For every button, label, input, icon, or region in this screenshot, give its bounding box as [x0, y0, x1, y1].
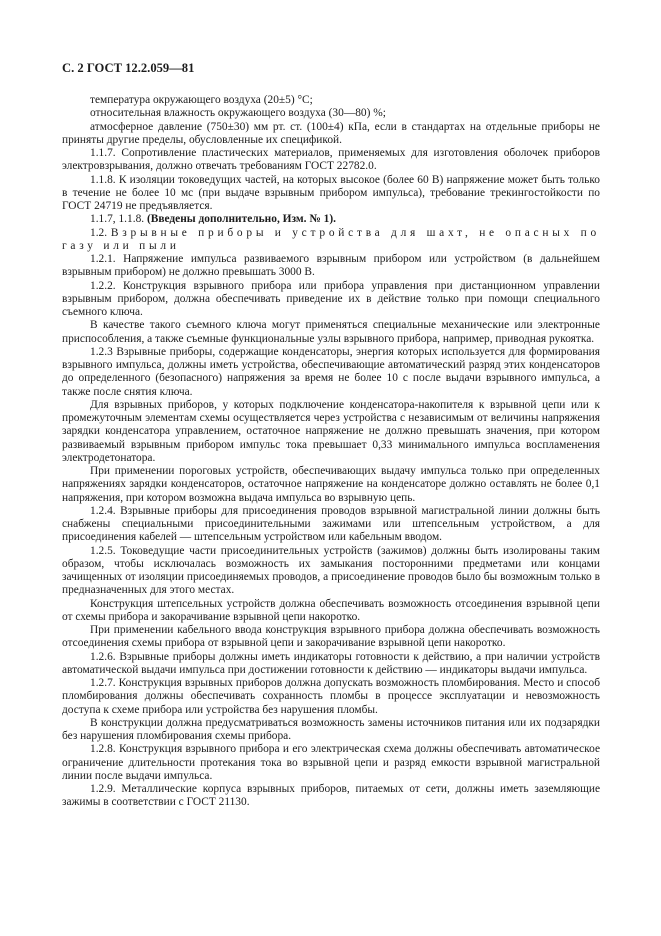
condition-temperature: температура окружающего воздуха (20±5) °С;	[90, 94, 313, 106]
section-title: Взрывные приборы и устройства для шахт, не опасных по газу или пыли	[62, 226, 600, 252]
clause-1-2-2-key-note: В качестве такого съемного ключа могут применяться специальные механические или электронные приспособления, а также съемные функциональные узлы взрывного прибора, например, приводная рукоятка.	[62, 319, 600, 345]
condition-humidity: относительная влажность окружающего воздуха (30—80) %;	[90, 107, 386, 120]
section-heading-1-2	[62, 227, 600, 254]
amendment-note	[62, 213, 600, 226]
clause-1-2-5-plug-devices: Конструкция штепсельных устройств должна обеспечивать возможность отсоединения взрывной цепи от схемы прибора и закорачивание взрывной цепи накоротко.	[62, 597, 600, 623]
document-body	[62, 94, 600, 810]
clause-1-2-7-power-replacement: В конструкции должна предусматриваться возможность замены источников питания или их подзарядки без нарушения пломбирования схемы прибора.	[62, 716, 600, 742]
clause-1-1-7: 1.1.7. Сопротивление пластических материалов, применяемых для изготовления оболочек приборов электровзрывания, должно отвечать требованиям ГОСТ 22782.0.	[62, 147, 600, 173]
clause-1-2-5: 1.2.5. Токоведущие части присоединительных устройств (зажимов) должны быть изолированы таким образом, чтобы исключалась возможность их замыкания посторонними предметами или концами зачищенных от изоляции присоединяемых проводов, а присоединение проводов было бы возможным только в предназначенных для этого местах.	[62, 544, 600, 597]
section-number: 1.2.	[90, 226, 108, 239]
page-header: С. 2 ГОСТ 12.2.059—81	[62, 61, 195, 75]
clause-1-2-7: 1.2.7. Конструкция взрывных приборов должна допускать возможность пломбирования. Место и способ пломбирования должны обеспечивать сохранность пломбы в процессе эксплуатации и невозможность доступа к схеме прибора или устройства без нарушения пломбы.	[62, 677, 600, 716]
clause-1-2-5-cable-entry: При применении кабельного ввода конструкция взрывного прибора должна обеспечивать возможность отсоединения схемы прибора от взрывной цепи и закорачивание взрывной цепи накоротко.	[62, 624, 600, 650]
clause-1-1-8: 1.1.8. К изоляции токоведущих частей, на которых высокое (более 60 В) напряжение может быть только в течение не более 10 мс (при выдаче взрывным прибором импульса), требование трекингостойкости по ГОСТ 24719 не предъявляется.	[62, 173, 600, 212]
condition-pressure: атмосферное давление (750±30) мм рт. ст. (100±4) кПа, если в стандартах на отдельные приборы не приняты другие пределы, обусловленные их спецификой.	[62, 120, 600, 146]
clause-1-2-6: 1.2.6. Взрывные приборы должны иметь индикаторы готовности к действию, а при наличии устройств автоматической выдачи импульса при достижении готовности к действию — индикаторы выдачи импульса.	[62, 650, 600, 676]
clause-1-2-1: 1.2.1. Напряжение импульса развиваемого взрывным прибором или устройством (в дальнейшем взрывным прибором) не должно превышать 3000 В.	[62, 253, 600, 279]
clause-1-2-3: 1.2.3 Взрывные приборы, содержащие конденсаторы, энергия которых используется для формирования взрывного импульса, должны иметь устройства, обеспечивающие автоматический разряд этих конденсаторов до определенного (безопасного) напряжения за время не более 10 с после выдачи взрывного импульса, а также после снятия ключа.	[62, 345, 600, 398]
clause-1-2-4: 1.2.4. Взрывные приборы для присоединения проводов взрывной магистральной линии должны быть снабжены специальными присоединительными зажимами или штепсельным устройством, а для присоединения кабелей — штепсельным устройством или кабельным вводом.	[62, 504, 600, 544]
clause-1-2-3-residual-voltage: Для взрывных приборов, у которых подключение конденсатора-накопителя к взрывной цепи или к промежуточным элементам схемы осуществляется через устройства с независимым от величины напряжения зарядки конденсатора управлением, остаточное напряжение не должно превышать значения, при котором развиваемый взрывным прибором импульс тока превышает 0,33 минимального импульса воспламенения электродетонатора.	[62, 398, 600, 464]
clause-1-2-3-threshold-devices: При применении пороговых устройств, обеспечивающих выдачу импульса только при определенных напряжениях зарядки конденсаторов, остаточное напряжение на конденсаторе должно оставлять не более 0,1 напряжения, при котором возможна выдача импульса во взрывную цепь.	[62, 465, 600, 504]
amendment-ref: 1.1.7, 1.1.8.	[90, 213, 145, 226]
amendment-text: (Введены дополнительно, Изм. № 1).	[146, 213, 336, 226]
clause-1-2-2: 1.2.2. Конструкция взрывного прибора или прибора управления при дистанционном управлении взрывным прибором, должна обеспечивать приведение их в действие только при помощи специального съемного ключа.	[62, 279, 600, 318]
clause-1-2-9: 1.2.9. Металлические корпуса взрывных приборов, питаемых от сети, должны иметь заземляющие зажимы в соответствии с ГОСТ 21130.	[62, 783, 600, 809]
clause-1-2-8: 1.2.8. Конструкция взрывного прибора и его электрическая схема должны обеспечивать автоматическое ограничение длительности протекания тока во взрывной цепи и разряд емкости взрывной магистральной линии после выдачи импульса.	[62, 743, 600, 782]
